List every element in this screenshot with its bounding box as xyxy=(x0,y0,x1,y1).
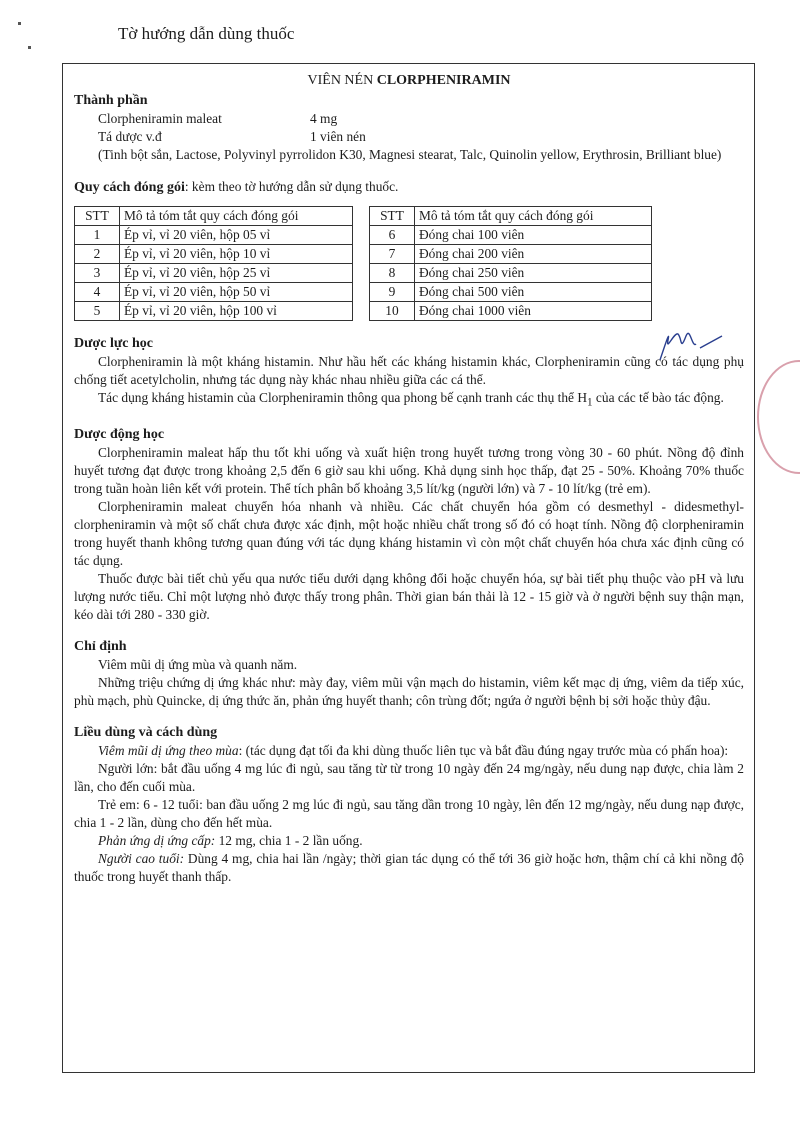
pharmacokinetics-paragraph: Clorpheniramin maleat hấp thu tốt khi uống và xuất hiện trong huyết tương trong vòng 30 - 60 phút. Nồng độ đỉnh huyết tương đạt được trong khoảng 2,5 đến 6 giờ sau khi uống. Khả dụng sinh học thấp, đạt 25 - 50%. Khoảng 70% thuốc trong tuần hoàn liên kết với protein. Thể tích phân bố khoảng 3,5 lít/kg (người lớn) và 7 - 10 lít/kg (trẻ em). xyxy=(74,444,744,496)
product-name: CLORPHENIRAMIN xyxy=(376,73,511,88)
table-row: 4 Ép vỉ, vỉ 20 viên, hộp 50 vỉ xyxy=(75,283,353,302)
ingredient-row: Tá dược v.đ 1 viên nén xyxy=(98,129,366,144)
table-row: 5 Ép vỉ, vỉ 20 viên, hộp 100 vỉ xyxy=(75,302,353,321)
col-header-desc: Mô tả tóm tắt quy cách đóng gói xyxy=(120,207,353,226)
table-row: 1 Ép vỉ, vỉ 20 viên, hộp 05 vỉ xyxy=(75,226,353,245)
dosage-paragraph: Người lớn: bắt đầu uống 4 mg lúc đi ngủ, sau tăng từ từ trong 10 ngày đến 24 mg/ngày, nếu dung nạp được, chia làm 2 lần, cho đến cuối mùa. xyxy=(74,760,744,794)
excipients-text: (Tinh bột sắn, Lactose, Polyvinyl pyrrolidon K30, Magnesi stearat, Talc, Quinolin yellow, Erythrosin, Brilliant blue) xyxy=(98,147,722,162)
dosage-heading: Liều dùng và cách dùng xyxy=(74,724,218,740)
composition-heading: Thành phần xyxy=(74,93,148,108)
scan-speck xyxy=(18,22,21,25)
pharmacodynamics-heading: Dược lực học xyxy=(74,336,153,351)
scan-speck xyxy=(28,46,31,49)
packaging-heading: Quy cách đóng gói xyxy=(74,180,185,195)
indications-heading: Chỉ định xyxy=(74,638,127,654)
col-header-stt: STT xyxy=(370,207,415,226)
leaflet-frame xyxy=(62,63,755,1073)
table-row: 7 Đóng chai 200 viên xyxy=(370,245,652,264)
dosage-paragraph: Viêm mũi dị ứng theo mùa: (tác dụng đạt tối đa khi dùng thuốc liên tục và bắt đầu đúng ngay trước mùa có phấn hoa): xyxy=(98,742,729,758)
pharmacokinetics-paragraph: Clorpheniramin maleat chuyển hóa nhanh và nhiều. Các chất chuyển hóa gồm có desmethyl - didesmethyl- clorpheniramin và một số chất chưa được xác định, một hoặc nhiều chất trong số đó có hoạt tính. Nồng độ clorpheniramin trong huyết thanh không tương quan đúng với tác dụng kháng histamin vì còn một chất chuyển hóa chưa xác định cũng có tác dụng. xyxy=(74,498,744,568)
ingredient-row: Clorpheniramin maleat 4 mg xyxy=(98,111,338,126)
col-header-desc: Mô tả tóm tắt quy cách đóng gói xyxy=(415,207,652,226)
table-row: 2 Ép vỉ, vỉ 20 viên, hộp 10 vỉ xyxy=(75,245,353,264)
indications-paragraph: Những triệu chứng dị ứng khác như: mày đay, viêm mũi vận mạch do histamin, viêm kết mạc dị ứng, viêm da tiếp xúc, phù mạch, phù Quincke, dị ứng thức ăn, phản ứng huyết thanh; côn trùng đốt; ngứa ở người bệnh bị sởi hoặc thủy đậu. xyxy=(74,674,744,708)
table-row: 9 Đóng chai 500 viên xyxy=(370,283,652,302)
pharmacodynamics-paragraph: Clorpheniramin là một kháng histamin. Như hầu hết các kháng histamin khác, Clorpheniramin cũng có tác dụng phụ chống tiết acetylcholin, nhưng tác dụng này khác nhau nhiều giữa các cá thể. xyxy=(74,354,744,387)
stamp-mark xyxy=(757,360,800,474)
packaging-table-left xyxy=(74,206,353,321)
table-row: 10 Đóng chai 1000 viên xyxy=(370,302,652,321)
table-row: 3 Ép vỉ, vỉ 20 viên, hộp 25 vỉ xyxy=(75,264,353,283)
packaging-tables xyxy=(74,206,744,321)
packaging-line: Quy cách đóng gói: kèm theo tờ hướng dẫn sử dụng thuốc. xyxy=(74,179,399,195)
pharmacodynamics-paragraph: Tác dụng kháng histamin của Clorpheniramin thông qua phong bế cạnh tranh các thụ thể $H_1$ của các tế bào tác động. xyxy=(98,390,724,409)
dosage-paragraph: Người cao tuổi: Dùng 4 mg, chia hai lần /ngày; thời gian tác dụng có thể tới 36 giờ hoặc hơn, thậm chí cả khi nồng độ thuốc trong huyết thanh thấp. xyxy=(74,850,744,884)
dosage-paragraph: Phản ứng dị ứng cấp: 12 mg, chia 1 - 2 lần uống. xyxy=(98,832,363,848)
dosage-paragraph: Trẻ em: 6 - 12 tuổi: ban đầu uống 2 mg lúc đi ngủ, sau tăng dần trong 10 ngày, lên đến 12 mg/ngày, nếu dung nạp được, chia 1 - 2 lần, dùng cho đến hết mùa. xyxy=(74,796,744,830)
handwritten-signature xyxy=(656,322,726,364)
indications-paragraph: Viêm mũi dị ứng mùa và quanh năm. xyxy=(98,656,298,672)
product-title: VIÊN NÉN CLORPHENIRAMIN xyxy=(307,73,511,88)
table-row: 6 Đóng chai 100 viên xyxy=(370,226,652,245)
pharmacokinetics-heading: Dược động học xyxy=(74,426,165,442)
pharmacokinetics-paragraph: Thuốc được bài tiết chủ yếu qua nước tiểu dưới dạng không đổi hoặc chuyển hóa, sự bài tiết phụ thuộc vào pH và lưu lượng nước tiểu. Chỉ một lượng nhỏ được thấy trong phân. Thời gian bán thải là 12 - 15 giờ và ở người bệnh suy thận mạn, kéo dài tới 280 - 330 giờ. xyxy=(74,570,744,622)
packaging-table-right xyxy=(369,206,652,321)
table-row: 8 Đóng chai 250 viên xyxy=(370,264,652,283)
col-header-stt: STT xyxy=(75,207,120,226)
page-header: Tờ hướng dẫn dùng thuốc xyxy=(118,24,295,43)
